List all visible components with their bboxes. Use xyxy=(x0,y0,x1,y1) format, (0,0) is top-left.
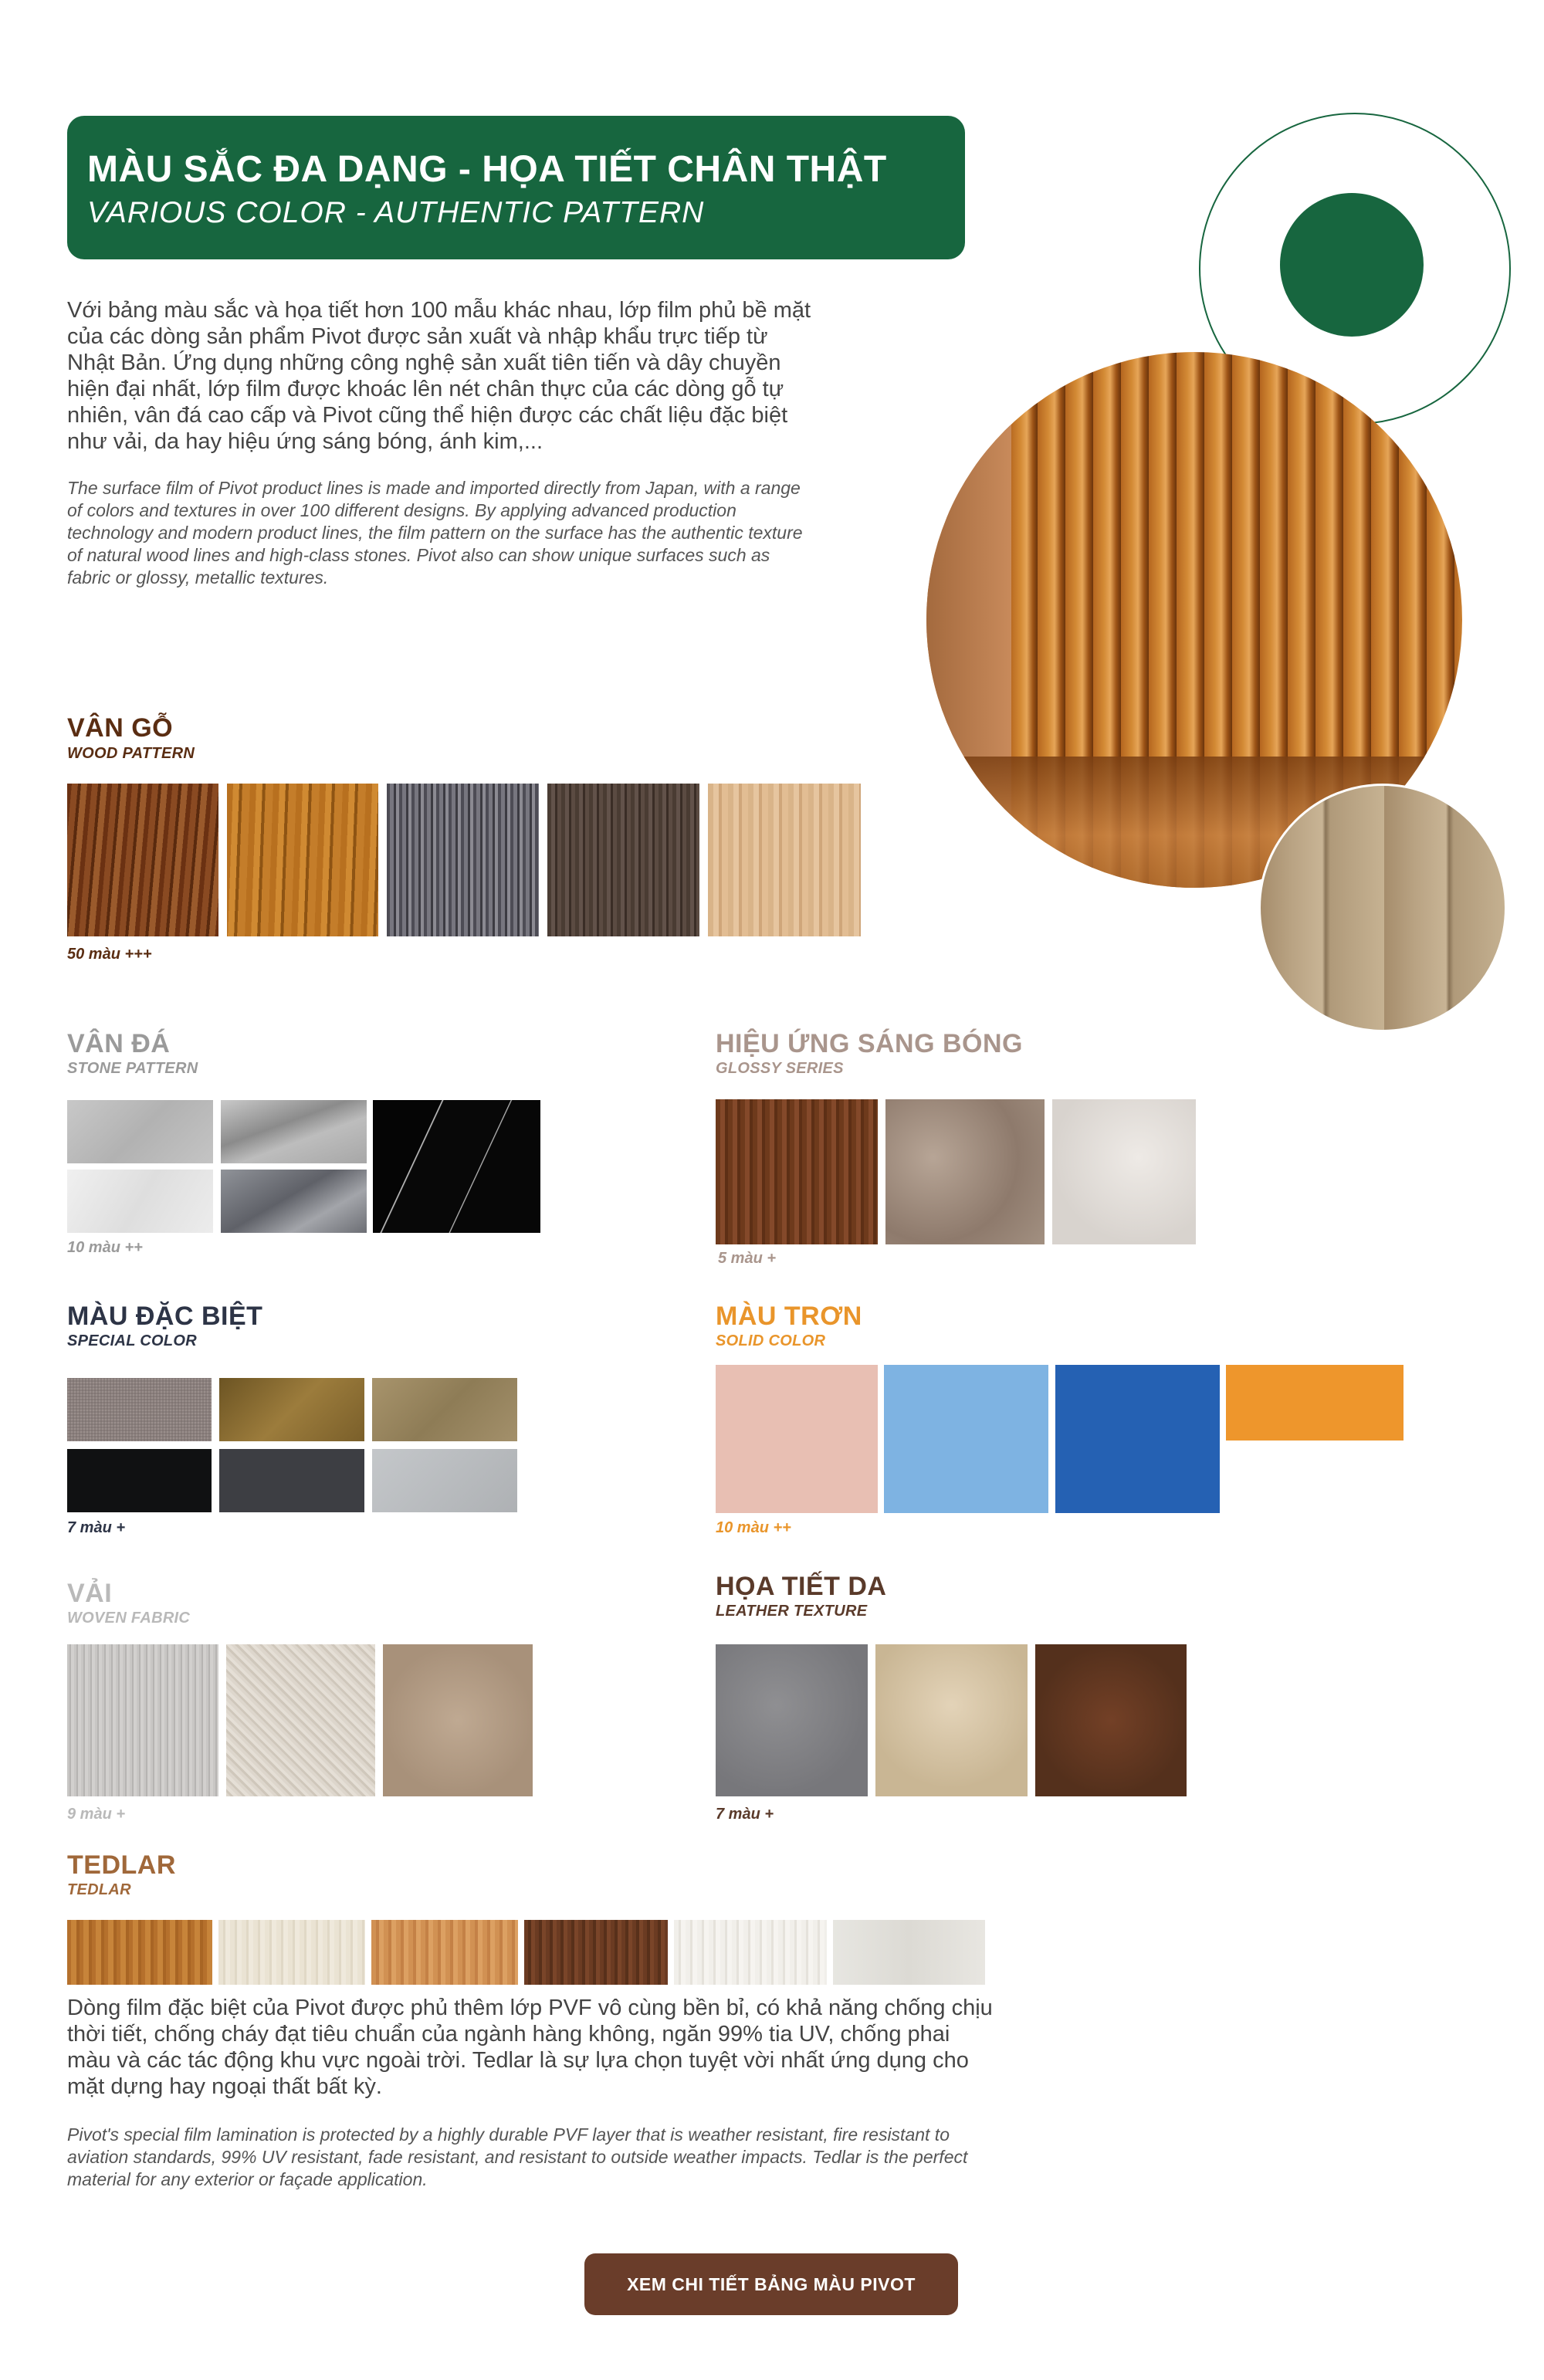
view-color-chart-button[interactable]: XEM CHI TIẾT BẢNG MÀU PIVOT xyxy=(584,2253,958,2315)
tedlar-swatch[interactable] xyxy=(371,1920,518,1985)
solid-title: MÀU TRƠN xyxy=(716,1302,862,1331)
solid-swatch[interactable] xyxy=(1226,1365,1403,1441)
leather-title: HỌA TIẾT DA xyxy=(716,1572,887,1601)
special-subtitle: SPECIAL COLOR xyxy=(67,1332,197,1349)
wood-swatch[interactable] xyxy=(547,784,699,936)
stone-swatch[interactable] xyxy=(221,1170,367,1233)
stone-swatch[interactable] xyxy=(67,1100,213,1163)
special-swatch[interactable] xyxy=(372,1378,517,1441)
leather-swatch[interactable] xyxy=(875,1644,1028,1796)
glossy-subtitle: GLOSSY SERIES xyxy=(716,1060,844,1077)
intro-text-vi: Với bảng màu sắc và họa tiết hơn 100 mẫu khác nhau, lớp film phủ bề mặt của các dòng sản phẩm Pivot được sản xuất và nhập khẩu trực tiếp từ Nhật Bản. Ứng dụng những công nghệ sản xuất tiên tiến và dây chuyền hiện đại nhất, lớp film được khoác lên nét chân thực của các dòng gỗ tự nhiên, vân đá cao cấp và Pivot cũng thể hiện được các chất liệu đặc biệt như vải, da hay hiệu ứng sáng bóng, ánh kim,... xyxy=(67,298,811,454)
special-swatch[interactable] xyxy=(67,1449,212,1512)
tedlar-swatch[interactable] xyxy=(218,1920,365,1985)
special-swatch[interactable] xyxy=(219,1378,364,1441)
solid-swatch[interactable] xyxy=(716,1365,878,1513)
tedlar-swatch[interactable] xyxy=(833,1920,985,1985)
glossy-swatch[interactable] xyxy=(716,1099,878,1244)
glossy-swatch[interactable] xyxy=(1052,1099,1196,1244)
leather-subtitle: LEATHER TEXTURE xyxy=(716,1603,868,1620)
stone-subtitle: STONE PATTERN xyxy=(67,1060,198,1077)
page-subtitle: VARIOUS COLOR - AUTHENTIC PATTERN xyxy=(87,196,705,229)
wood-count: 50 màu +++ xyxy=(67,946,152,963)
solid-swatch[interactable] xyxy=(1055,1365,1220,1513)
glossy-count: 5 màu + xyxy=(718,1250,777,1267)
wood-swatch[interactable] xyxy=(227,784,378,936)
glossy-swatch[interactable] xyxy=(885,1099,1045,1244)
header-banner xyxy=(67,116,965,259)
special-count: 7 màu + xyxy=(67,1519,126,1536)
leather-count: 7 màu + xyxy=(716,1806,774,1823)
stone-swatch[interactable] xyxy=(67,1170,213,1233)
intro-text-en: The surface film of Pivot product lines is made and imported directly from Japan, with a range of colors and textures in over 100 different designs. By applying advanced production technology and modern product lines, the film pattern on the surface has the authentic texture of natural wood lines and high-class stones. Pivot also can show unique surfaces such as fabric or glossy, metallic textures. xyxy=(67,478,803,587)
wood-swatch[interactable] xyxy=(67,784,218,936)
special-swatch[interactable] xyxy=(372,1449,517,1512)
fabric-subtitle: WOVEN FABRIC xyxy=(67,1610,191,1627)
fabric-swatch[interactable] xyxy=(226,1644,375,1796)
stone-title: VÂN ĐÁ xyxy=(67,1029,171,1058)
glossy-title: HIỆU ỨNG SÁNG BÓNG xyxy=(716,1029,1024,1058)
tedlar-subtitle: TEDLAR xyxy=(67,1881,131,1898)
special-swatch[interactable] xyxy=(219,1449,364,1512)
fabric-title: VẢI xyxy=(67,1579,113,1608)
stone-swatch[interactable] xyxy=(221,1100,367,1163)
wood-swatch[interactable] xyxy=(387,784,539,936)
tedlar-swatch[interactable] xyxy=(674,1920,827,1985)
solid-swatch[interactable] xyxy=(884,1365,1048,1513)
special-swatch[interactable] xyxy=(67,1378,212,1441)
solid-count: 10 màu ++ xyxy=(716,1519,791,1536)
wood-swatch[interactable] xyxy=(708,784,861,936)
tedlar-description-en: Pivot's special film lamination is protected by a highly durable PVF layer that is weather resistant, fire resistant to aviation standards, 99% UV resistant, fade resistant, and resistant to outside weather impacts. Tedlar is the perfect material for any exterior or façade application. xyxy=(67,2124,968,2189)
solid-subtitle: SOLID COLOR xyxy=(716,1332,826,1349)
page-title: MÀU SẮC ĐA DẠNG - HỌA TIẾT CHÂN THẬT xyxy=(87,149,887,190)
decorative-dot xyxy=(1280,193,1424,337)
fabric-swatch[interactable] xyxy=(67,1644,218,1796)
tedlar-title: TEDLAR xyxy=(67,1850,176,1880)
tedlar-swatch[interactable] xyxy=(67,1920,212,1985)
fabric-swatch[interactable] xyxy=(383,1644,533,1796)
wood-subtitle: WOOD PATTERN xyxy=(67,745,195,762)
wood-panel-closeup-photo xyxy=(1258,784,1507,1032)
tedlar-swatch[interactable] xyxy=(524,1920,668,1985)
stone-count: 10 màu ++ xyxy=(67,1239,143,1256)
tedlar-description-vi: Dòng film đặc biệt của Pivot được phủ thêm lớp PVF vô cùng bền bỉ, có khả năng chống chịu thời tiết, chống cháy đạt tiêu chuẩn của ngành hàng không, ngăn 99% tia UV, chống phai màu và các tác động khu vực ngoài trời. Tedlar là sự lựa chọn tuyệt vời nhất ứng dụng cho mặt dựng hay ngoại thất bất kỳ. xyxy=(67,1996,993,2099)
fabric-count: 9 màu + xyxy=(67,1806,126,1823)
leather-swatch[interactable] xyxy=(716,1644,868,1796)
leather-swatch[interactable] xyxy=(1035,1644,1187,1796)
special-title: MÀU ĐẶC BIỆT xyxy=(67,1302,263,1331)
wood-title: VÂN GỖ xyxy=(67,713,174,743)
stone-swatch[interactable] xyxy=(373,1100,540,1233)
